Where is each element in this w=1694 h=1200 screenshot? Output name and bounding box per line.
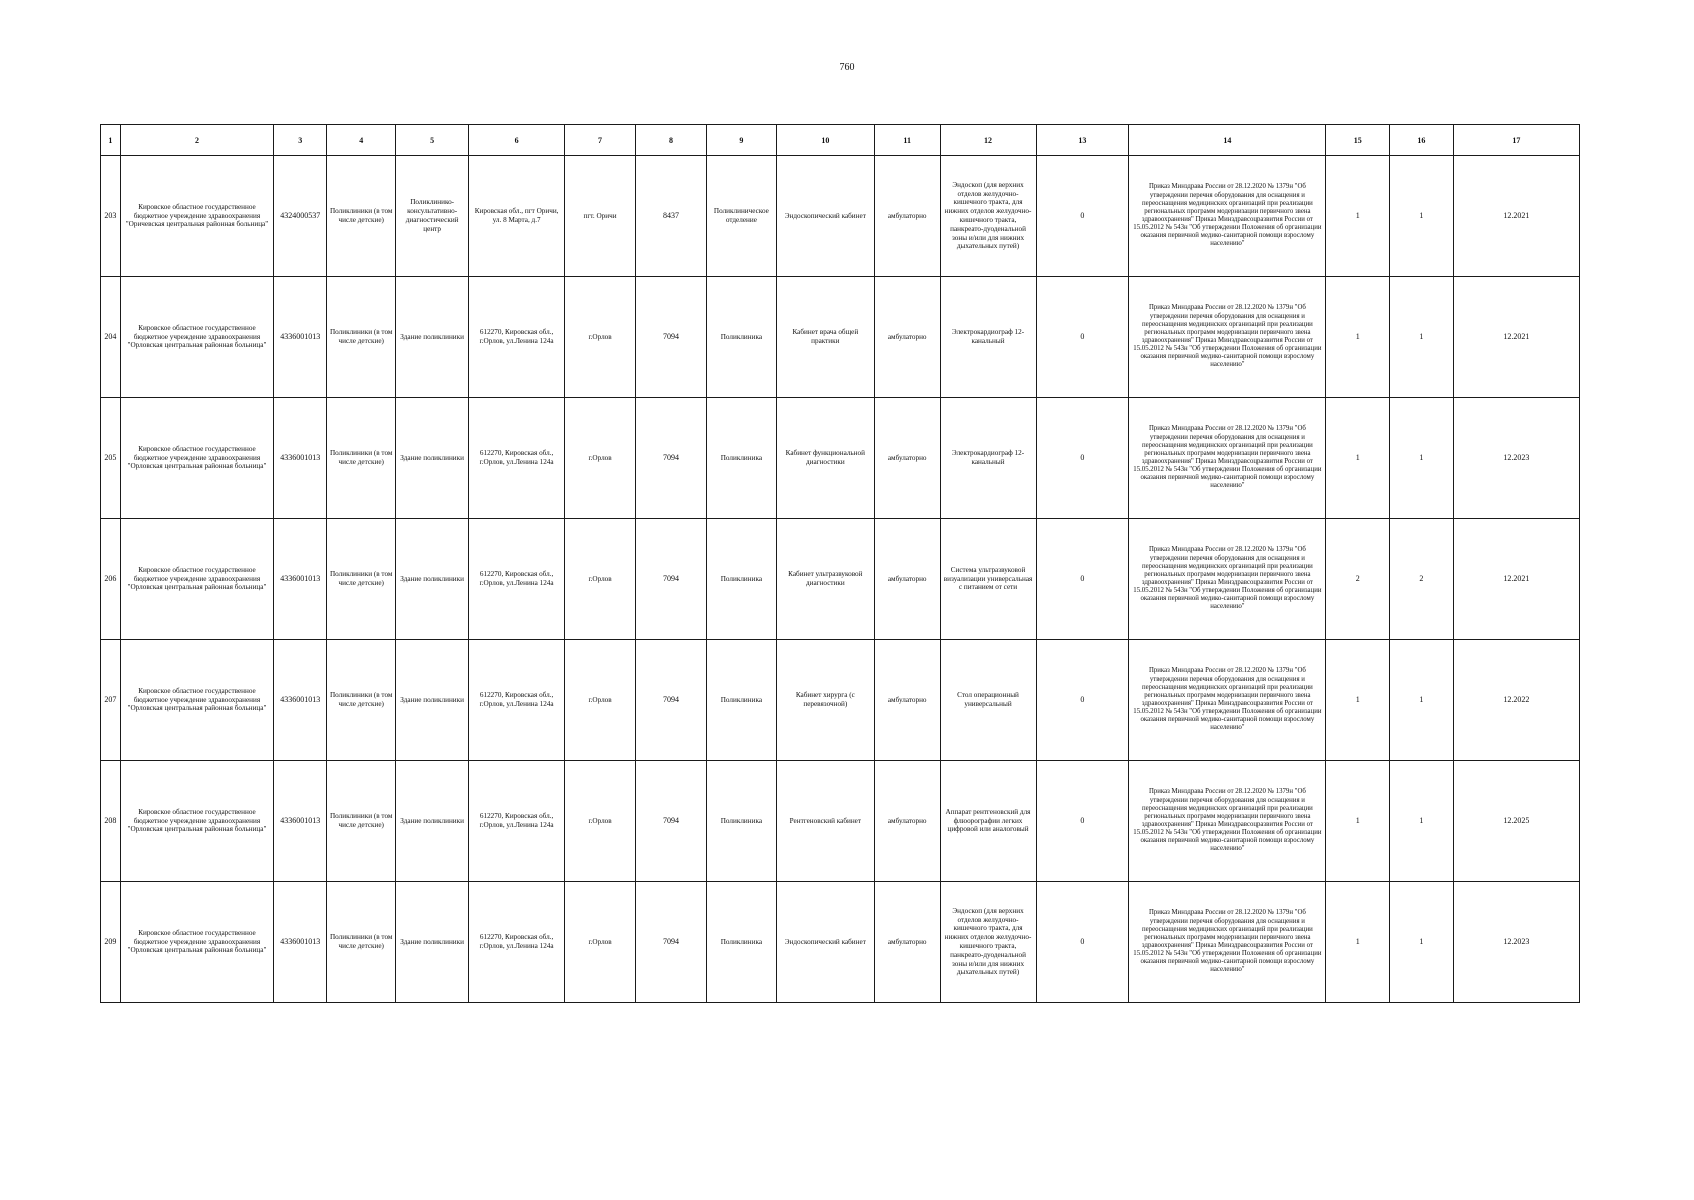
unit-type: Поликлиники (в том числе детские): [327, 156, 396, 277]
room-name: Кабинет врача общей практики: [776, 277, 874, 398]
inn-code: 4336001013: [274, 640, 327, 761]
equipment-name: Электрокардиограф 12-канальный: [940, 277, 1036, 398]
row-number: 205: [101, 398, 121, 519]
care-mode: амбулаторно: [874, 398, 940, 519]
quantity-available: 0: [1036, 398, 1129, 519]
room-name: Эндоскопический кабинет: [776, 882, 874, 1003]
column-header-4: 4: [327, 125, 396, 156]
settlement: г.Орлов: [565, 398, 636, 519]
column-header-16: 16: [1390, 125, 1454, 156]
legal-basis: Приказ Минздрава России от 28.12.2020 № 1379н "Об утверждении перечня оборудования для оснащения и переоснащения медицинских организаций при реализации региональных программ модернизации первичного звена здравоохранения" Приказ Минздравсоцразвития России от 15.05.2012 № 543н "Об утверждении Положения об организации оказания первичной медико-санитарной помощи взрослому населению": [1129, 761, 1326, 882]
care-mode: амбулаторно: [874, 761, 940, 882]
table-row: [101, 156, 1580, 277]
unit-type: Поликлиники (в том числе детские): [327, 398, 396, 519]
room-name: Кабинет хирурга (с перевязочной): [776, 640, 874, 761]
table-row: [101, 640, 1580, 761]
row-number: 206: [101, 519, 121, 640]
legal-basis: Приказ Минздрава России от 28.12.2020 № 1379н "Об утверждении перечня оборудования для оснащения и переоснащения медицинских организаций при реализации региональных программ модернизации первичного звена здравоохранения" Приказ Минздравсоцразвития России от 15.05.2012 № 543н "Об утверждении Положения об организации оказания первичной медико-санитарной помощи взрослому населению": [1129, 277, 1326, 398]
address: 612270, Кировская обл., г.Орлов, ул.Ленина 124а: [469, 398, 565, 519]
inn-code: 4324000537: [274, 156, 327, 277]
building-type: Здание поликлиники: [396, 519, 469, 640]
column-header-8: 8: [636, 125, 707, 156]
settlement: г.Орлов: [565, 519, 636, 640]
quantity-planned: 1: [1390, 640, 1454, 761]
row-number: 203: [101, 156, 121, 277]
table-row: [101, 398, 1580, 519]
column-header-5: 5: [396, 125, 469, 156]
equipment-name: Система ультразвуковой визуализации универсальная с питанием от сети: [940, 519, 1036, 640]
department: Поликлиника: [706, 640, 776, 761]
settlement: г.Орлов: [565, 761, 636, 882]
department: Поликлиника: [706, 277, 776, 398]
settlement-code: 7094: [636, 519, 707, 640]
settlement: г.Орлов: [565, 640, 636, 761]
unit-type: Поликлиники (в том числе детские): [327, 761, 396, 882]
room-name: Рентгеновский кабинет: [776, 761, 874, 882]
organization-name: Кировское областное государственное бюджетное учреждение здравоохранения "Орловская центральная районная больница": [120, 277, 273, 398]
column-header-7: 7: [565, 125, 636, 156]
legal-basis: Приказ Минздрава России от 28.12.2020 № 1379н "Об утверждении перечня оборудования для оснащения и переоснащения медицинских организаций при реализации региональных программ модернизации первичного звена здравоохранения" Приказ Минздравсоцразвития России от 15.05.2012 № 543н "Об утверждении Положения об организации оказания первичной медико-санитарной помощи взрослому населению": [1129, 156, 1326, 277]
row-number: 204: [101, 277, 121, 398]
column-header-2: 2: [120, 125, 273, 156]
department: Поликлиника: [706, 761, 776, 882]
row-number: 208: [101, 761, 121, 882]
department: Поликлиническое отделение: [706, 156, 776, 277]
equipment-name: Эндоскоп (для верхних отделов желудочно-кишечного тракта, для нижних отделов желудочно-кишечного тракта, панкреато-дуоденальной зоны и/или для нижних дыхательных путей): [940, 156, 1036, 277]
equipment-name: Эндоскоп (для верхних отделов желудочно-кишечного тракта, для нижних отделов желудочно-кишечного тракта, панкреато-дуоденальной зоны и/или для нижних дыхательных путей): [940, 882, 1036, 1003]
care-mode: амбулаторно: [874, 277, 940, 398]
organization-name: Кировское областное государственное бюджетное учреждение здравоохранения "Орловская центральная районная больница": [120, 519, 273, 640]
building-type: Здание поликлиники: [396, 640, 469, 761]
equipment-name: Аппарат рентгеновский для флюорографии легких цифровой или аналоговый: [940, 761, 1036, 882]
header-row: [101, 125, 1580, 156]
row-number: 209: [101, 882, 121, 1003]
quantity-available: 0: [1036, 277, 1129, 398]
column-header-1: 1: [101, 125, 121, 156]
table-body: [101, 156, 1580, 1003]
quantity-planned: 1: [1390, 156, 1454, 277]
delivery-date: 12.2023: [1453, 398, 1579, 519]
department: Поликлиника: [706, 519, 776, 640]
quantity-needed: 1: [1326, 156, 1390, 277]
legal-basis: Приказ Минздрава России от 28.12.2020 № 1379н "Об утверждении перечня оборудования для оснащения и переоснащения медицинских организаций при реализации региональных программ модернизации первичного звена здравоохранения" Приказ Минздравсоцразвития России от 15.05.2012 № 543н "Об утверждении Положения об организации оказания первичной медико-санитарной помощи взрослому населению": [1129, 398, 1326, 519]
organization-name: Кировское областное государственное бюджетное учреждение здравоохранения "Орловская центральная районная больница": [120, 640, 273, 761]
address: 612270, Кировская обл., г.Орлов, ул.Ленина 124а: [469, 882, 565, 1003]
equipment-name: Стол операционный универсальный: [940, 640, 1036, 761]
column-header-14: 14: [1129, 125, 1326, 156]
unit-type: Поликлиники (в том числе детские): [327, 640, 396, 761]
legal-basis: Приказ Минздрава России от 28.12.2020 № 1379н "Об утверждении перечня оборудования для оснащения и переоснащения медицинских организаций при реализации региональных программ модернизации первичного звена здравоохранения" Приказ Минздравсоцразвития России от 15.05.2012 № 543н "Об утверждении Положения об организации оказания первичной медико-санитарной помощи взрослому населению": [1129, 640, 1326, 761]
column-header-9: 9: [706, 125, 776, 156]
settlement: г.Орлов: [565, 277, 636, 398]
delivery-date: 12.2021: [1453, 519, 1579, 640]
legal-basis: Приказ Минздрава России от 28.12.2020 № 1379н "Об утверждении перечня оборудования для оснащения и переоснащения медицинских организаций при реализации региональных программ модернизации первичного звена здравоохранения" Приказ Минздравсоцразвития России от 15.05.2012 № 543н "Об утверждении Положения об организации оказания первичной медико-санитарной помощи взрослому населению": [1129, 519, 1326, 640]
column-header-17: 17: [1453, 125, 1579, 156]
delivery-date: 12.2021: [1453, 156, 1579, 277]
quantity-needed: 1: [1326, 277, 1390, 398]
column-header-3: 3: [274, 125, 327, 156]
settlement-code: 7094: [636, 277, 707, 398]
building-type: Здание поликлиники: [396, 277, 469, 398]
organization-name: Кировское областное государственное бюджетное учреждение здравоохранения "Орловская центральная районная больница": [120, 882, 273, 1003]
settlement: пгт. Оричи: [565, 156, 636, 277]
delivery-date: 12.2022: [1453, 640, 1579, 761]
table-row: [101, 761, 1580, 882]
quantity-needed: 1: [1326, 761, 1390, 882]
quantity-needed: 1: [1326, 640, 1390, 761]
organization-name: Кировское областное государственное бюджетное учреждение здравоохранения "Орловская центральная районная больница": [120, 761, 273, 882]
delivery-date: 12.2025: [1453, 761, 1579, 882]
address: 612270, Кировская обл., г.Орлов, ул.Ленина 124а: [469, 761, 565, 882]
address: 612270, Кировская обл., г.Орлов, ул.Ленина 124а: [469, 640, 565, 761]
quantity-planned: 1: [1390, 277, 1454, 398]
unit-type: Поликлиники (в том числе детские): [327, 519, 396, 640]
building-type: Здание поликлиники: [396, 761, 469, 882]
column-header-12: 12: [940, 125, 1036, 156]
unit-type: Поликлиники (в том числе детские): [327, 882, 396, 1003]
organization-name: Кировское областное государственное бюджетное учреждение здравоохранения "Орловская центральная районная больница": [120, 398, 273, 519]
department: Поликлиника: [706, 882, 776, 1003]
quantity-planned: 1: [1390, 882, 1454, 1003]
address: 612270, Кировская обл., г.Орлов, ул.Ленина 124а: [469, 277, 565, 398]
quantity-available: 0: [1036, 882, 1129, 1003]
settlement-code: 7094: [636, 398, 707, 519]
quantity-needed: 2: [1326, 519, 1390, 640]
settlement-code: 7094: [636, 882, 707, 1003]
care-mode: амбулаторно: [874, 156, 940, 277]
address: Кировская обл., пгт Оричи, ул. 8 Марта, д.7: [469, 156, 565, 277]
building-type: Здание поликлиники: [396, 398, 469, 519]
table-row: [101, 882, 1580, 1003]
department: Поликлиника: [706, 398, 776, 519]
room-name: Кабинет ультразвуковой диагностики: [776, 519, 874, 640]
delivery-date: 12.2023: [1453, 882, 1579, 1003]
inn-code: 4336001013: [274, 277, 327, 398]
equipment-name: Электрокардиограф 12-канальный: [940, 398, 1036, 519]
inn-code: 4336001013: [274, 398, 327, 519]
quantity-planned: 1: [1390, 761, 1454, 882]
care-mode: амбулаторно: [874, 882, 940, 1003]
quantity-available: 0: [1036, 519, 1129, 640]
quantity-available: 0: [1036, 640, 1129, 761]
care-mode: амбулаторно: [874, 640, 940, 761]
row-number: 207: [101, 640, 121, 761]
column-header-13: 13: [1036, 125, 1129, 156]
settlement: г.Орлов: [565, 882, 636, 1003]
column-header-15: 15: [1326, 125, 1390, 156]
equipment-table: [100, 124, 1580, 1003]
inn-code: 4336001013: [274, 882, 327, 1003]
quantity-needed: 1: [1326, 398, 1390, 519]
building-type: Поликлинико-консультативно-диагностический центр: [396, 156, 469, 277]
inn-code: 4336001013: [274, 519, 327, 640]
quantity-planned: 2: [1390, 519, 1454, 640]
organization-name: Кировское областное государственное бюджетное учреждение здравоохранения "Оричевская центральная районная больница": [120, 156, 273, 277]
table-header: [101, 125, 1580, 156]
column-header-11: 11: [874, 125, 940, 156]
settlement-code: 7094: [636, 640, 707, 761]
inn-code: 4336001013: [274, 761, 327, 882]
quantity-available: 0: [1036, 761, 1129, 882]
quantity-needed: 1: [1326, 882, 1390, 1003]
legal-basis: Приказ Минздрава России от 28.12.2020 № 1379н "Об утверждении перечня оборудования для оснащения и переоснащения медицинских организаций при реализации региональных программ модернизации первичного звена здравоохранения" Приказ Минздравсоцразвития России от 15.05.2012 № 543н "Об утверждении Положения об организации оказания первичной медико-санитарной помощи взрослому населению": [1129, 882, 1326, 1003]
building-type: Здание поликлиники: [396, 882, 469, 1003]
settlement-code: 8437: [636, 156, 707, 277]
care-mode: амбулаторно: [874, 519, 940, 640]
delivery-date: 12.2021: [1453, 277, 1579, 398]
table-row: [101, 277, 1580, 398]
column-header-6: 6: [469, 125, 565, 156]
room-name: Эндоскопический кабинет: [776, 156, 874, 277]
settlement-code: 7094: [636, 761, 707, 882]
address: 612270, Кировская обл., г.Орлов, ул.Ленина 124а: [469, 519, 565, 640]
quantity-available: 0: [1036, 156, 1129, 277]
page-number: 760: [839, 62, 855, 73]
room-name: Кабинет функциональной диагностики: [776, 398, 874, 519]
column-header-10: 10: [776, 125, 874, 156]
table-row: [101, 519, 1580, 640]
unit-type: Поликлиники (в том числе детские): [327, 277, 396, 398]
quantity-planned: 1: [1390, 398, 1454, 519]
